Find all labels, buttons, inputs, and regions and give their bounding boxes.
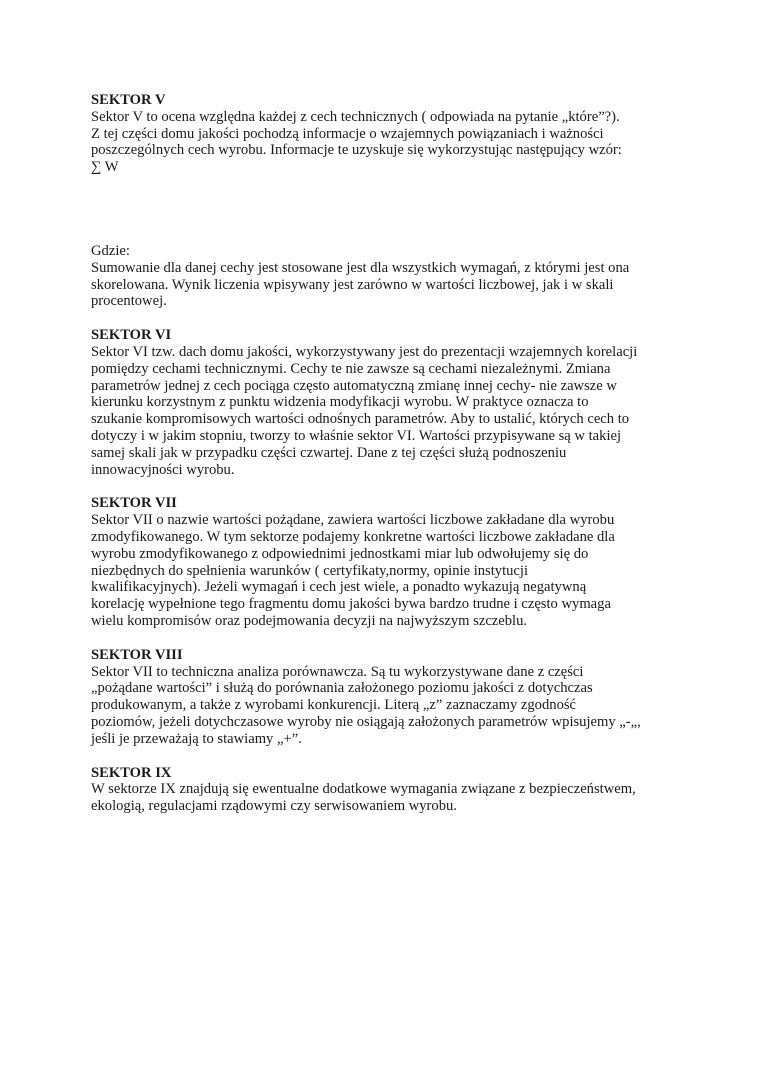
paragraph-line: produkowanym, a także z wyrobami konkurencji. Literą „z” zaznaczamy zgodność: [91, 697, 577, 714]
paragraph-line: niezbędnych do spełnienia warunków ( certyfikaty,normy, opinie instytucji: [91, 562, 529, 579]
paragraph-line: „pożądane wartości” i służą do porównania założonego poziomu jakości z dotychczas: [91, 680, 593, 697]
section-sektor-vii: [91, 495, 681, 629]
section-heading: SEKTOR VIII: [91, 646, 183, 663]
paragraph-line: kierunku korzystnym z punktu widzenia modyfikacji wyrobu. W praktyce oznacza to: [91, 394, 589, 411]
paragraph-line: pomiędzy cechami technicznymi. Cechy te nie zawsze są cechami niezależnymi. Zmiana: [91, 360, 611, 377]
section-heading: SEKTOR V: [91, 92, 166, 108]
section-divider-space: [91, 310, 681, 327]
paragraph-line: Z tej części domu jakości pochodzą informacje o wzajemnych powiązaniach i ważności: [91, 125, 604, 142]
paragraph-line: wielu kompromisów oraz podejmowania decyzji na najwyższym szczeblu.: [91, 612, 528, 629]
paragraph-line: ekologią, regulacjami rządowymi czy serwisowaniem wyrobu.: [91, 798, 457, 815]
section-sektor-vi: [91, 327, 681, 478]
paragraph-line: Sektor VI tzw. dach domu jakości, wykorzystywany jest do prezentacji wzajemnych korelacji: [91, 343, 638, 360]
paragraph-line: jeśli je przeważają to stawiamy „+”.: [91, 730, 302, 747]
section-divider-space: [91, 748, 681, 765]
paragraph-line: wyrobu zmodyfikowanego z odpowiednimi jednostkami miar lub odwołujemy się do: [91, 545, 589, 562]
paragraph-line: Gdzie:: [91, 242, 130, 259]
section-divider-space: [91, 630, 681, 647]
formula-text: ∑ W: [91, 159, 119, 176]
paragraph-line: Sumowanie dla danej cechy jest stosowane jest dla wszystkich wymagań, z którymi jest ona: [91, 259, 630, 276]
paragraph-line: poszczególnych cech wyrobu. Informacje te uzyskuje się wykorzystując następujący wzór:: [91, 142, 622, 159]
section-sektor-v: [91, 92, 681, 310]
section-sektor-ix: [91, 765, 681, 815]
paragraph-line: korelację wypełnione tego fragmentu domu jakości bywa bardzo trudne i często wymaga: [91, 596, 611, 613]
section-heading: SEKTOR VI: [91, 327, 172, 344]
paragraph-line: poziomów, jeżeli dotychczasowe wyroby nie osiągają założonych parametrów wpisujemy „-„,: [91, 713, 641, 730]
paragraph-line: dotyczy i w jakim stopniu, tworzy to właśnie sektor VI. Wartości przypisywane są w takiej: [91, 427, 622, 444]
paragraph-line: parametrów jednej z cech pociąga często automatyczną zmianę innej cechy- nie zawsze w: [91, 377, 617, 394]
paragraph-line: innowacyjności wyrobu.: [91, 461, 235, 478]
paragraph-line: zmodyfikowanego. W tym sektorze podajemy konkretne wartości liczbowe zakładane dla: [91, 528, 615, 545]
section-heading: SEKTOR IX: [91, 764, 172, 781]
paragraph-line: kwalifikacyjnych). Jeżeli wymagań i cech jest wiele, a ponadto wykazują negatywną: [91, 579, 587, 596]
formula-space: [91, 176, 681, 243]
document-page: [91, 92, 681, 815]
paragraph-line: szukanie kompromisowych wartości odnośnych parametrów. Aby to ustalić, których cech to: [91, 411, 630, 428]
paragraph-line: Sektor V to ocena względna każdej z cech technicznych ( odpowiada na pytanie „które”?).: [91, 108, 620, 125]
paragraph-line: Sektor VII o nazwie wartości pożądane, zawiera wartości liczbowe zakładane dla wyrobu: [91, 512, 615, 529]
section-divider-space: [91, 478, 681, 495]
section-sektor-viii: [91, 647, 681, 748]
paragraph-line: W sektorze IX znajdują się ewentualne dodatkowe wymagania związane z bezpieczeństwem,: [91, 781, 636, 798]
paragraph-line: samej skali jak w przypadku części czwartej. Dane z tej części służą podnoszeniu: [91, 444, 567, 461]
paragraph-line: skorelowana. Wynik liczenia wpisywany jest zarówno w wartości liczbowej, jak i w skali: [91, 276, 614, 293]
section-heading: SEKTOR VII: [91, 495, 177, 512]
paragraph-line: procentowej.: [91, 293, 167, 310]
paragraph-line: Sektor VII to techniczna analiza porównawcza. Są tu wykorzystywane dane z części: [91, 663, 584, 680]
